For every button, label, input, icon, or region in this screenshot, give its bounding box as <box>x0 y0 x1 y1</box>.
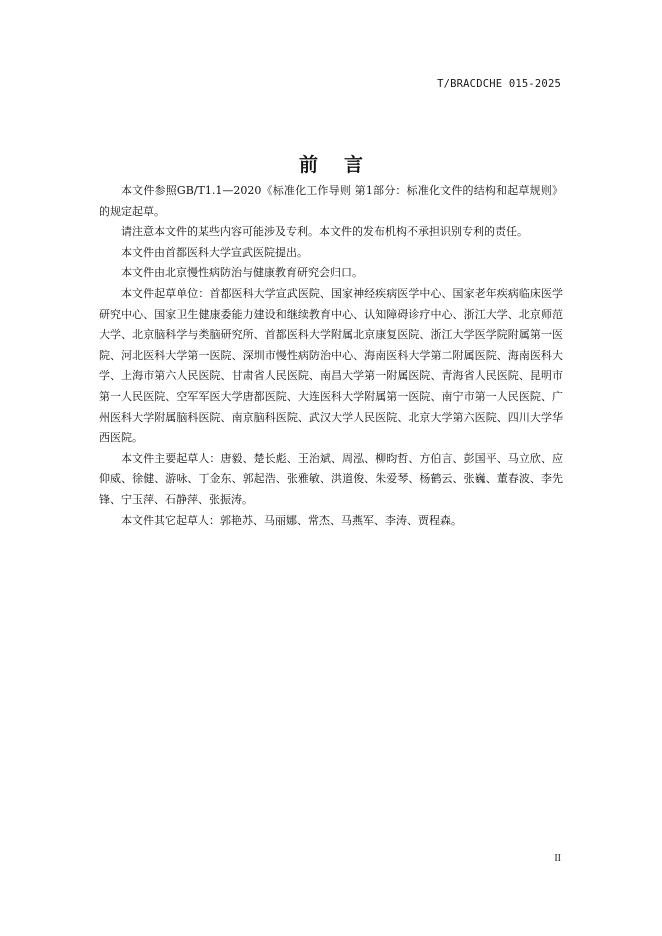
paragraph-drafting-units: 本文件起草单位：首都医科大学宣武医院、国家神经疾病医学中心、国家老年疾病临床医学研究中心、国家卫生健康委能力建设和继续教育中心、认知障碍诊疗中心、浙江大学、北京师范大学、北京脑科学与类脑研究所、首都医科大学附属北京康复医院、浙江大学医学院附属第一医院、河北医科大学第一医院、深圳市慢性病防治中心、海南医科大学第二附属医院、海南医科大学、上海市第六人民医院、甘肃省人民医院、南昌大学第一附属医院、青海省人民医院、昆明市第一人民医院、空军军医大学唐都医院、大连医科大学附属第一医院、南宁市第一人民医院、广州医科大学附属脑科医院、南京脑科医院、武汉大学人民医院、北京大学第六医院、四川大学华西医院。 <box>99 286 563 445</box>
foreword-body <box>99 181 563 531</box>
paragraph-main-drafters: 本文件主要起草人：唐毅、楚长彪、王治斌、周泓、柳昀哲、方伯言、彭国平、马立欣、应仰威、徐健、游咏、丁金东、郭起浩、张雅敏、洪道俊、朱爱琴、杨鹤云、张巍、董春波、李先锋、宁玉萍、石静萍、张振涛。 <box>99 451 563 506</box>
paragraph-patent-notice: 请注意本文件的某些内容可能涉及专利。本文件的发布机构不承担识别专利的责任。 <box>121 225 528 239</box>
page-title: 前言 <box>298 153 389 176</box>
paragraph-drafting-reference: 本文件参照GB/T1.1—2020《标准化工作导则 第1部分：标准化文件的结构和起草规则》的规定起草。 <box>99 184 563 218</box>
paragraph-administrator: 本文件由北京慢性病防治与健康教育研究会归口。 <box>121 266 363 280</box>
paragraph-other-drafters: 本文件其它起草人：郭艳苏、马丽娜、常杰、马燕军、李涛、贾程森。 <box>121 513 462 527</box>
paragraph-proposer: 本文件由首都医科大学宣武医院提出。 <box>121 245 308 259</box>
page-number: II <box>554 853 561 864</box>
standard-code: T/BRACDCHE 015-2025 <box>437 78 561 90</box>
